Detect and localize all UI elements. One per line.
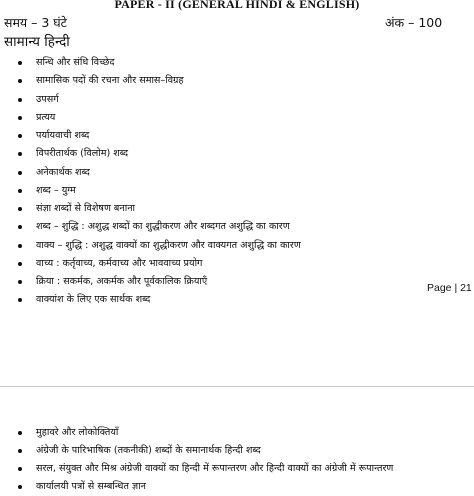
topic-text: कार्यालयी पत्रों से सम्बन्धित ज्ञान (36, 481, 146, 492)
bullet-icon (18, 485, 22, 489)
list-item (14, 291, 301, 309)
topic-text: अंग्रेजी के पारिभाषिक (तकनीकी) शब्दों के समानार्थक हिन्दी शब्द (36, 445, 261, 456)
total-marks: अंक – 100 (385, 15, 443, 30)
bullet-icon (18, 207, 22, 211)
topic-text: क्रिया : सकर्मक, अकर्मक और पूर्वकालिक क्रियाएँ (36, 276, 208, 287)
bullet-icon (18, 467, 22, 471)
list-item (14, 182, 301, 200)
topic-text: संज्ञा शब्दों से विशेषण बनाना (36, 203, 136, 214)
bullet-icon (18, 280, 22, 284)
topic-text: अनेकार्थक शब्द (36, 166, 90, 178)
list-item (14, 72, 301, 90)
topic-text: शब्द – युग्म (36, 184, 76, 196)
bullet-icon (18, 116, 22, 120)
page-divider (0, 386, 474, 387)
exam-duration: समय – 3 घंटे (4, 15, 67, 30)
paper-title: PAPER - II (GENERAL HINDI & ENGLISH) (114, 0, 360, 11)
topic-text: उपसर्ग (36, 93, 59, 105)
list-item (14, 255, 301, 273)
bullet-icon (18, 152, 22, 156)
topic-text: सन्धि और संधि विच्छेद (36, 57, 115, 68)
bullet-icon (18, 262, 22, 266)
list-item (14, 145, 301, 163)
topic-text: सरल, संयुक्त और मिश्र अंग्रेजी वाक्यों का हिन्दी में रूपान्तरण और हिन्दी वाक्यों का अंग्रेजी में रूपान्तरण (36, 463, 394, 474)
topic-text: वाक्यांश के लिए एक सार्थक शब्द (36, 294, 151, 306)
bullet-icon (18, 431, 22, 435)
bullet-icon (18, 61, 22, 65)
list-item (14, 54, 301, 72)
list-item (14, 424, 393, 442)
list-item (14, 200, 301, 218)
topic-text: वाच्य : कर्तृवाच्य, कर्मवाच्य और भाववाच्य प्रयोग (36, 257, 203, 269)
topic-text: विपरीतार्थक (विलोम) शब्द (36, 148, 129, 160)
topic-text: सामासिक पदों की रचना और समास–विग्रह (36, 75, 184, 87)
list-item (14, 109, 301, 127)
list-item (14, 460, 393, 478)
section-heading: सामान्य हिन्दी (4, 34, 70, 50)
topic-text: प्रत्यय (36, 111, 56, 123)
list-item (14, 237, 301, 255)
list-item (14, 91, 301, 109)
list-item (14, 478, 393, 496)
bullet-icon (18, 171, 22, 175)
bullet-icon (18, 189, 22, 193)
topic-text: वाक्य – शुद्धि : अशुद्ध वाक्यों का शुद्धीकरण और वाक्यगत अशुद्धि का कारण (36, 239, 301, 251)
topic-text: पर्यायवाची शब्द (36, 130, 90, 141)
topic-text: मुहावरे और लोकोक्तियाँ (36, 427, 119, 438)
bullet-icon (18, 134, 22, 138)
page-number: Page | 21 (427, 282, 472, 294)
topic-list (14, 54, 301, 310)
list-item (14, 442, 393, 460)
bullet-icon (18, 79, 22, 83)
list-item (14, 273, 301, 291)
bullet-icon (18, 98, 22, 102)
topic-text: शब्द – शुद्धि : अशुद्ध शब्दों का शुद्धीकरण और शब्दगत अशुद्धि का कारण (36, 221, 290, 233)
next-page-topic-list (14, 424, 393, 496)
bullet-icon (18, 298, 22, 302)
list-item (14, 218, 301, 236)
list-item (14, 164, 301, 182)
list-item (14, 127, 301, 145)
bullet-icon (18, 244, 22, 248)
bullet-icon (18, 225, 22, 229)
bullet-icon (18, 449, 22, 453)
